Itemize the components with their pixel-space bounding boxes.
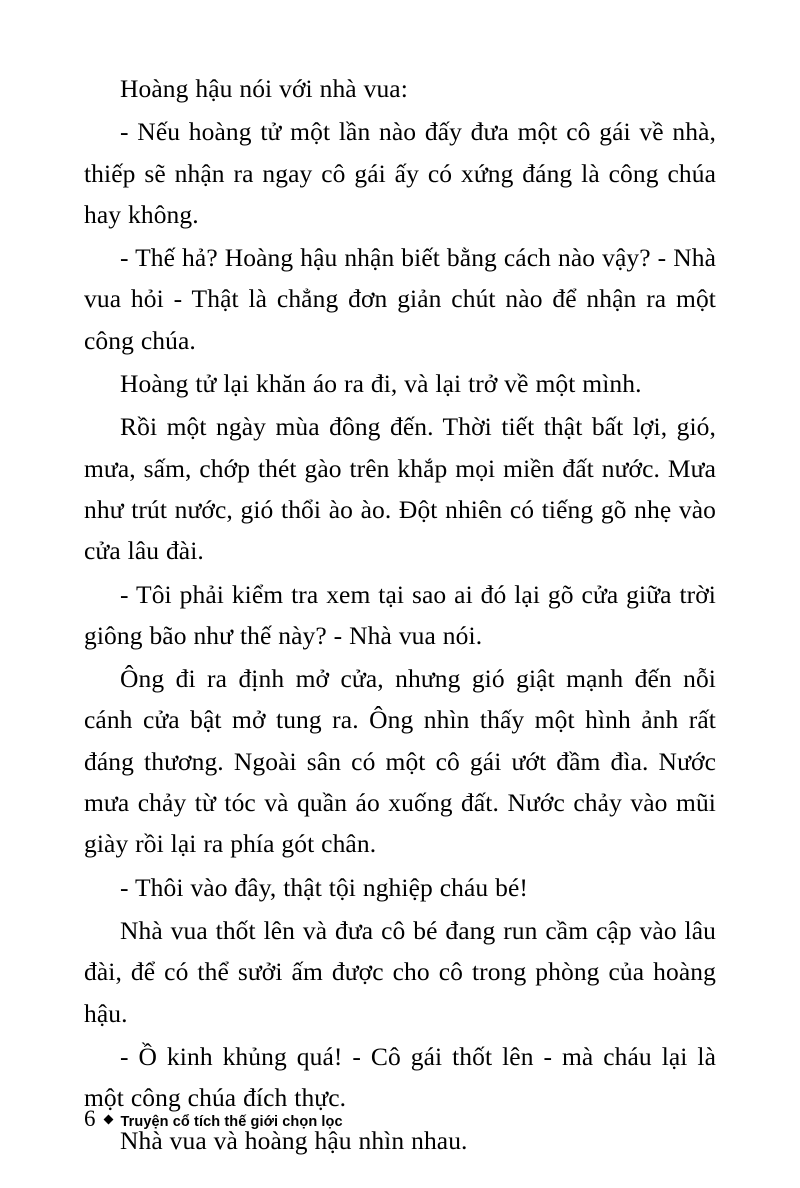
paragraph: - Nếu hoàng tử một lần nào đấy đưa một cô gái về nhà, thiếp sẽ nhận ra ngay cô gái ấy có xứng đáng là công chúa hay không.	[84, 117, 716, 229]
paragraph: Ông đi ra định mở cửa, nhưng gió giật mạnh đến nỗi cánh cửa bật mở tung ra. Ông nhìn thấy một hình ảnh rất đáng thương. Ngoài sân có một cô gái ướt đầm đìa. Nước mưa chảy từ tóc và quần áo xuống đất. Nước chảy vào mũi giày rồi lại ra phía gót chân.	[84, 664, 716, 859]
paragraph: - Thế hả? Hoàng hậu nhận biết bằng cách nào vậy? - Nhà vua hỏi - Thật là chẳng đơn giản chút nào để nhận ra một công chúa.	[84, 243, 716, 355]
paragraph: Nhà vua và hoàng hậu nhìn nhau.	[120, 1126, 468, 1156]
body-text	[84, 68, 716, 1164]
paragraph: Hoàng tử lại khăn áo ra đi, và lại trở về một mình.	[120, 369, 642, 399]
page-footer	[84, 1106, 724, 1132]
page-number: 6	[84, 1106, 96, 1131]
paragraph: Rồi một ngày mùa đông đến. Thời tiết thật bất lợi, gió, mưa, sấm, chớp thét gào trên khắp mọi miền đất nước. Mưa như trút nước, gió thổi ào ào. Đột nhiên có tiếng gõ nhẹ vào cửa lâu đài.	[84, 412, 716, 566]
diamond-icon	[103, 1115, 113, 1125]
book-title: Truyện cổ tích thế giới chọn lọc	[120, 1114, 343, 1130]
paragraph: - Thôi vào đây, thật tội nghiệp cháu bé!	[120, 872, 529, 902]
paragraph: Nhà vua thốt lên và đưa cô bé đang run cầm cập vào lâu đài, để có thể sưởi ấm được cho cô trong phòng của hoàng hậu.	[84, 915, 716, 1028]
paragraph: - Tôi phải kiểm tra xem tại sao ai đó lại gõ cửa giữa trời giông bão như thế này? - Nhà vua nói.	[84, 579, 716, 650]
paragraph: Hoàng hậu nói với nhà vua:	[120, 74, 408, 103]
paragraph: - Ồ kinh khủng quá! - Cô gái thốt lên - mà cháu lại là một công chúa đích thực.	[84, 1041, 716, 1113]
